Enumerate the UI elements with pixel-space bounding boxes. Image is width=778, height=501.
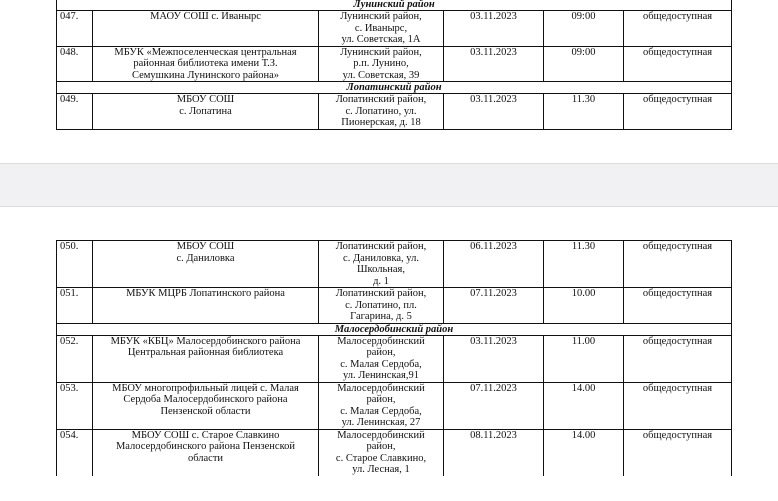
table-row — [57, 335, 732, 382]
event-time — [544, 241, 624, 288]
event-time — [544, 335, 624, 382]
organization-name-line: области — [187, 452, 224, 464]
organization-name — [93, 11, 319, 47]
row-number-line: 052. — [60, 335, 79, 347]
organization-name-line: Сердоба Малосердобинского района — [123, 394, 288, 405]
address-line: ул. Лесная, 1 — [352, 464, 410, 475]
access-type — [624, 288, 732, 324]
table-row — [57, 94, 732, 130]
access-type-line: общедоступная — [642, 429, 713, 441]
event-date-line: 07.11.2023 — [470, 382, 517, 394]
address-line: Малосердобинский — [337, 335, 425, 347]
access-type-line: общедоступная — [642, 46, 713, 58]
event-date-line: 03.11.2023 — [470, 11, 517, 22]
address-line: с. Малая Сердоба, — [340, 405, 422, 417]
event-time-line: 09:00 — [571, 11, 596, 22]
address-line: район, — [366, 347, 396, 358]
access-type — [624, 94, 732, 130]
event-time — [544, 382, 624, 429]
event-time — [544, 46, 624, 82]
event-time-line: 11.30 — [571, 94, 596, 105]
event-time — [544, 288, 624, 324]
organization-name-line: Малосердобинского района Пензенской — [115, 441, 296, 452]
access-type — [624, 46, 732, 82]
access-type — [624, 241, 732, 288]
address — [319, 288, 444, 324]
access-type — [624, 382, 732, 429]
page-gap — [0, 163, 778, 207]
row-number — [57, 335, 93, 382]
address-line: район, — [366, 394, 396, 405]
row-number — [57, 241, 93, 288]
organization-name-line: Семушкина Лунинского района» — [131, 69, 280, 81]
event-date — [444, 94, 544, 130]
region-header-row — [57, 323, 732, 335]
access-type-line: общедоступная — [642, 241, 713, 252]
row-number-line: 054. — [60, 429, 79, 441]
address-line: ул. Советская, 39 — [342, 69, 420, 81]
organization-name-line: МБОУ СОШ — [176, 94, 235, 105]
address-line: Лунинский район, — [340, 46, 422, 58]
event-time-line: 14.00 — [571, 382, 596, 394]
row-number-line: 049. — [60, 94, 79, 105]
organization-name — [93, 335, 319, 382]
address — [319, 11, 444, 47]
address-line: с. Даниловка, ул. — [343, 252, 419, 264]
organization-name-line: МБУК МЦРБ Лопатинского района — [126, 288, 285, 299]
row-number-line: 053. — [60, 382, 79, 394]
region-header-row — [57, 0, 732, 11]
organization-name-line: МАОУ СОШ с. Иваныpс — [150, 11, 261, 22]
access-type — [624, 429, 732, 476]
table-row — [57, 241, 732, 288]
address-line: д. 1 — [373, 275, 389, 287]
access-type-line: общедоступная — [642, 11, 713, 22]
address — [319, 46, 444, 82]
organization-name-line: районная библиотека имени Т.З. — [133, 58, 278, 69]
address-line: Школьная, — [356, 264, 406, 275]
address-line: район, — [366, 441, 396, 452]
row-number-line: 048. — [60, 46, 79, 58]
table-row — [57, 11, 732, 47]
event-date — [444, 46, 544, 82]
table-row — [57, 288, 732, 324]
address-line: Лунинский район, — [340, 11, 422, 22]
event-time — [544, 429, 624, 476]
event-time-line: 14.00 — [571, 429, 596, 441]
organization-name-line: МБОУ СОШ с. Старое Славкино — [131, 429, 280, 441]
row-number — [57, 429, 93, 476]
row-number-line: 051. — [60, 288, 79, 299]
address-line: Лопатинский район, — [335, 241, 427, 252]
access-type-line: общедоступная — [642, 288, 713, 299]
organization-name-line: Пензенской области — [160, 405, 251, 417]
row-number — [57, 94, 93, 130]
event-time — [544, 11, 624, 47]
table-page-1 — [56, 0, 732, 130]
event-date — [444, 288, 544, 324]
event-date — [444, 335, 544, 382]
event-date-line: 06.11.2023 — [470, 241, 517, 252]
table-row — [57, 46, 732, 82]
table-row — [57, 429, 732, 476]
row-number — [57, 11, 93, 47]
address-line: с. Лопатино, ул. — [345, 105, 417, 117]
address-line: Пионерская, д. 18 — [341, 117, 421, 128]
row-number — [57, 288, 93, 324]
address-line: Лопатинский район, — [335, 94, 427, 105]
organization-name — [93, 429, 319, 476]
event-date-line: 08.11.2023 — [470, 429, 517, 441]
address-line: с. Старое Славкино, — [335, 452, 427, 464]
table-page-2 — [56, 240, 732, 476]
organization-name — [93, 288, 319, 324]
table-row — [57, 382, 732, 429]
organization-name-line: с. Лопатина — [179, 105, 232, 117]
organization-name — [93, 46, 319, 82]
organization-name-line: МБОУ многопрофильный лицей с. Малая — [112, 382, 299, 394]
row-number-line: 050. — [60, 241, 79, 252]
event-date-line: 03.11.2023 — [470, 335, 517, 347]
region-name: Лопатинский район — [57, 82, 732, 94]
event-time-line: 11.30 — [571, 241, 596, 252]
row-number — [57, 46, 93, 82]
region-header-row — [57, 82, 732, 94]
access-type — [624, 335, 732, 382]
organization-name-line: МБУК «КБЦ» Малосердобинского района — [110, 335, 301, 347]
event-date — [444, 241, 544, 288]
address — [319, 382, 444, 429]
address-line: Малосердобинский — [337, 429, 425, 441]
address-line: Малосердобинский — [337, 382, 425, 394]
event-date-line: 03.11.2023 — [470, 46, 517, 58]
row-number — [57, 382, 93, 429]
event-date — [444, 11, 544, 47]
address-line: Гагарина, д. 5 — [350, 311, 412, 322]
event-time — [544, 94, 624, 130]
address-line: Лопатинский район, — [335, 288, 427, 299]
organization-name — [93, 94, 319, 130]
address-line: ул. Советская, 1А — [341, 34, 421, 45]
access-type-line: общедоступная — [642, 382, 713, 394]
region-name: Лунинский район — [57, 0, 732, 11]
organization-name-line: МБОУ СОШ — [176, 241, 235, 252]
region-name: Малосердобинский район — [57, 323, 732, 335]
address — [319, 335, 444, 382]
event-date — [444, 382, 544, 429]
organization-name-line: МБУК «Межпоселенческая центральная — [114, 46, 297, 58]
address-line: ул. Ленинская,91 — [342, 370, 420, 381]
access-type-line: общедоступная — [642, 335, 713, 347]
row-number-line: 047. — [60, 11, 79, 22]
organization-name-line: с. Даниловка — [176, 252, 235, 264]
event-time-line: 10.00 — [571, 288, 596, 299]
organization-name — [93, 382, 319, 429]
event-time-line: 09:00 — [571, 46, 596, 58]
address — [319, 241, 444, 288]
event-time-line: 11.00 — [571, 335, 596, 347]
event-date — [444, 429, 544, 476]
access-type — [624, 11, 732, 47]
address-line: ул. Ленинская, 27 — [341, 417, 421, 428]
organization-name-line: Центральная районная библиотека — [127, 347, 284, 358]
address-line: с. Малая Сердоба, — [340, 358, 422, 370]
event-date-line: 03.11.2023 — [470, 94, 517, 105]
address-line: р.п. Лунино, — [353, 58, 409, 69]
address — [319, 94, 444, 130]
address-line: с. Лопатино, пл. — [345, 299, 417, 311]
event-date-line: 07.11.2023 — [470, 288, 517, 299]
organization-name — [93, 241, 319, 288]
address — [319, 429, 444, 476]
address-line: с. Иваныpс, — [354, 22, 408, 34]
access-type-line: общедоступная — [642, 94, 713, 105]
